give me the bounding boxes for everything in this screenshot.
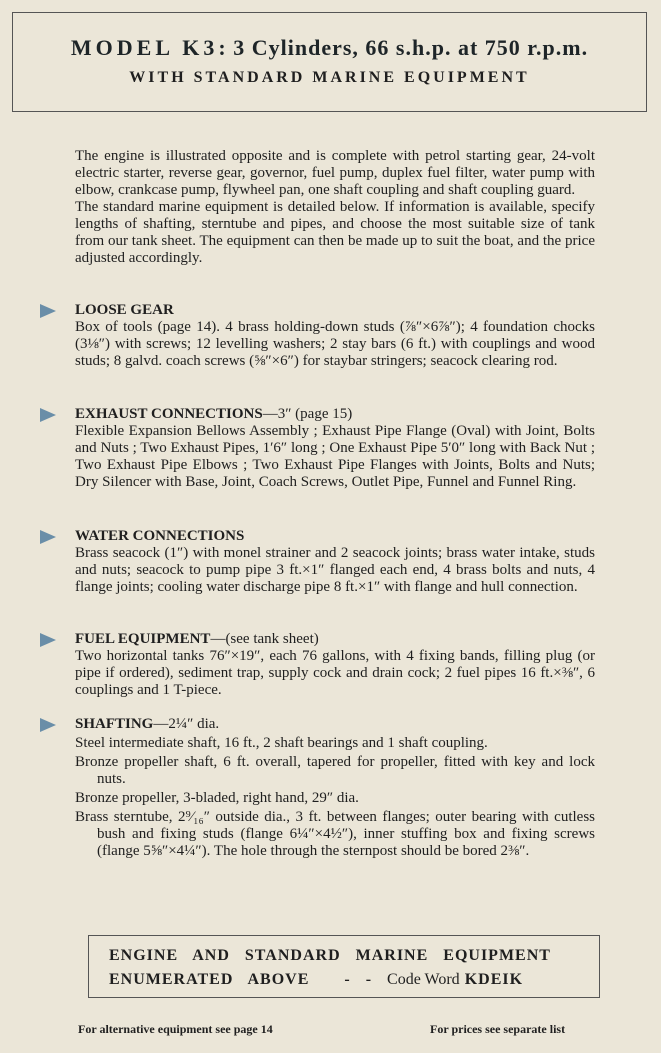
title-model: MODEL K3 [70,35,219,60]
heading-text: FUEL EQUIPMENT [75,631,211,647]
code-word-box [88,935,600,998]
section-water [75,528,595,596]
arrow-icon [40,633,56,647]
intro-text [75,148,595,267]
section-heading [75,716,595,733]
section-loose-gear [75,302,595,370]
intro-paragraph-1: The engine is illustrated opposite and is complete with petrol starting gear, 24-volt electric starter, reverse gear, governor, fuel pump, duplex fuel filter, water pump with elbow, crankcase pump, flywheel pan, one shaft coupling and shaft coupling guard. [75,148,595,198]
section-exhaust [75,406,595,491]
heading-suffix: —3″ (page 15) [262,406,353,422]
section-heading [75,302,595,319]
section-body: Flexible Expansion Bellows Assembly ; Exhaust Pipe Flange (Oval) with Joint, Bolts and Nuts ; Two Exhaust Pipes, 1′6″ long ; One Exhaust Pipe 5′0″ long with Back Nut ; Two Exhaust Pipe Elbows ; Two Exhaust Pipe Flanges with Joints, Bolts and Nuts; Dry Silencer with Base, Joint, Coach Screws, Outlet Pipe, Funnel and Funnel Ring. [75,423,595,490]
heading-text: WATER CONNECTIONS [75,528,245,544]
list-item: Bronze propeller shaft, 6 ft. overall, tapered for propeller, fitted with key and lock nuts. [75,754,595,787]
footer-left: For alternative equipment see page 14 [78,1022,273,1036]
section-shafting [75,716,595,860]
title-spec: : 3 Cylinders, 66 s.h.p. at 750 r.p.m. [218,35,589,60]
section-heading [75,631,595,648]
heading-text: EXHAUST CONNECTIONS [75,406,263,422]
heading-text: SHAFTING [75,716,154,732]
code-line-2 [109,968,599,992]
heading-suffix: —2¼″ dia. [153,716,220,732]
heading-suffix: —(see tank sheet) [210,631,319,647]
list-item: Steel intermediate shaft, 16 ft., 2 shaft bearings and 1 shaft coupling. [75,735,488,751]
arrow-icon [40,304,56,318]
code-word: KDEIK [464,971,524,988]
enumerated-label: ENUMERATED ABOVE [109,971,310,988]
section-fuel [75,631,595,699]
list-item: Bronze propeller, 3-bladed, right hand, 29″ dia. [75,790,359,806]
section-heading [75,406,595,423]
section-heading [75,528,595,545]
header-box [12,12,647,112]
heading-text: LOOSE GEAR [75,302,174,318]
arrow-icon [40,718,56,732]
dashes: - - [344,971,373,988]
section-body: Box of tools (page 14). 4 brass holding-down studs (⅞″×6⅞″); 4 foundation chocks (3⅛″) with screws; 12 levelling washers; 2 stay bars (6 ft.) with couplings and wood studs; 8 galvd. coach screws (⅝″×6″) for staybar stringers; seacock clearing rod. [75,319,595,369]
intro-paragraph-2: The standard marine equipment is detailed below. If information is available, specify lengths of shafting, sterntube and pipes, and choose the most suitable size of tank from our tank sheet. The equipment can then be made up to suit the boat, and the price adjusted accordingly. [75,199,595,266]
arrow-icon [40,408,56,422]
code-word-label: Code Word [387,971,460,988]
code-line-1: ENGINE AND STANDARD MARINE EQUIPMENT [109,947,551,964]
footer-right: For prices see separate list [430,1022,566,1036]
page-title [13,35,646,61]
list-item: Brass sterntube, 2⁹⁄₁₆″ outside dia., 3 ft. between flanges; outer bearing with cutless bush and fixing studs (flange 6¼″×4½″), inner stuffing box and fixing screws (flange 5⅝″×4¼″). The hole through the sternpost should be bored 2⅜″. [75,809,595,859]
section-body: Two horizontal tanks 76″×19″, each 76 gallons, with 4 fixing bands, filling plug (or pipe if ordered), sediment trap, supply cock and drain cock; 2 fuel pipes 16 ft.×⅜″, 6 couplings and 1 T-piece. [75,648,595,698]
section-body: Brass seacock (1″) with monel strainer and 2 seacock joints; brass water intake, studs and nuts; seacock to pump pipe 3 ft.×1″ flanged each end, 4 brass bolts and nuts, 4 flange joints; cooling water discharge pipe 8 ft.×1″ with flange and hull connection. [75,545,595,595]
page-subtitle: WITH STANDARD MARINE EQUIPMENT [129,69,530,86]
arrow-icon [40,530,56,544]
